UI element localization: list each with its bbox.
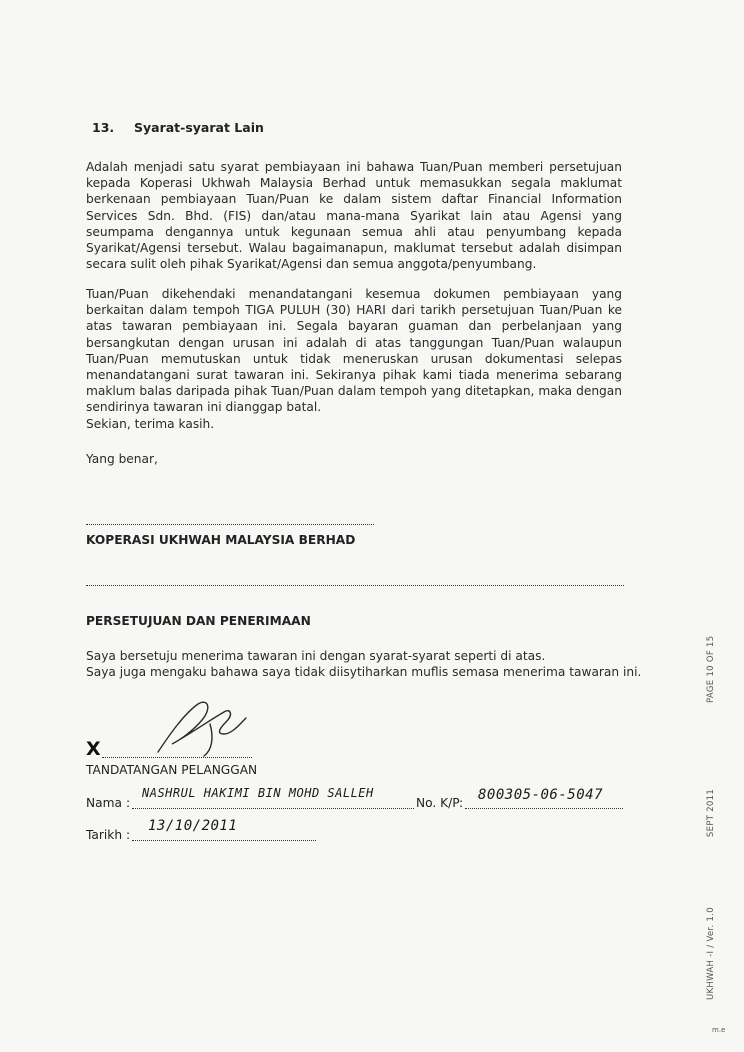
consent-statement	[86, 648, 641, 680]
consent-line-2: Saya juga mengaku bahawa saya tidak diisytiharkan muflis semasa menerima tawaran ini.	[86, 665, 642, 679]
section-title: Syarat-syarat Lain	[134, 120, 264, 135]
company-signature-line	[86, 524, 374, 525]
signature-line	[102, 757, 252, 758]
customer-signature-graphic	[150, 694, 260, 760]
consent-line-1: Saya bersetuju menerima tawaran ini dengan syarat-syarat seperti di atas.	[86, 649, 546, 663]
paragraph-credit-info: Adalah menjadi satu syarat pembiayaan ini bahawa Tuan/Puan memberi persetujuan kepada Koperasi Ukhwah Malaysia Berhad untuk memasukkan segala maklumat berkenaan pembiayaan Tuan/Puan ke dalam sistem daftar Financial Information Services Sdn. Bhd. (FIS) dan/atau mana-mana Syarikat lain atau Agensi yang seumpama dengannya untuk kegunaan semua ahli atau penyumbang kepada Syarikat/Agensi tersebut. Walau bagaimanapun, maklumat tersebut adalah disimpan secara sulit oleh pihak Syarikat/Agensi dan semua anggota/penyumbang.	[86, 160, 622, 272]
closing-text: Sekian, terima kasih.	[86, 417, 215, 431]
footer-page: PAGE 10 OF 15	[706, 635, 716, 703]
date-value: 13/10/2011	[148, 818, 238, 834]
ic-line	[465, 808, 623, 809]
name-line	[132, 808, 414, 809]
name-colon: :	[126, 796, 131, 810]
section-divider	[86, 585, 624, 586]
date-colon: :	[126, 828, 131, 842]
ic-label: No. K/P	[416, 796, 460, 810]
name-value: NASHRUL HAKIMI BIN MOHD SALLEH	[142, 786, 374, 800]
section-heading	[92, 120, 264, 135]
footer-date: SEPT 2011	[706, 788, 716, 838]
company-name: KOPERASI UKHWAH MALAYSIA BERHAD	[86, 533, 356, 547]
footer-side-text	[706, 636, 716, 1000]
paragraph-documentation: Tuan/Puan dikehendaki menandatangani kesemua dokumen pembiayaan yang berkaitan dalam tempoh TIGA PULUH (30) HARI dari tarikh persetujuan Tuan/Puan ke atas tawaran pembiayaan ini. Segala bayaran guaman dan perbelanjaan yang bersangkutan dengan urusan ini adalah di atas tanggungan Tuan/Puan walaupun Tuan/Puan memutuskan untuk tidak meneruskan urusan dokumentasi selepas menandatangani surat tawaran ini. Sekiranya pihak kami tiada menerima sebarang maklum balas daripada pihak Tuan/Puan dalam tempoh yang ditetapkan, maka dengan sendirinya tawaran ini dianggap batal.	[86, 287, 622, 415]
ic-value: 800305-06-5047	[478, 787, 604, 803]
ic-colon: :	[459, 796, 464, 810]
consent-title: PERSETUJUAN DAN PENERIMAAN	[86, 614, 311, 628]
footer-initials: m.e	[712, 1026, 726, 1034]
date-line	[132, 840, 316, 841]
section-number: 13.	[92, 120, 115, 135]
customer-signature-label: TANDATANGAN PELANGGAN	[86, 763, 258, 777]
regards-text: Yang benar,	[86, 452, 158, 466]
footer-version: UKHWAH -I / Ver. 1.0	[706, 907, 716, 1000]
date-label: Tarikh	[86, 828, 123, 842]
signature-x-mark: X	[86, 738, 101, 760]
name-label: Nama	[86, 796, 122, 810]
